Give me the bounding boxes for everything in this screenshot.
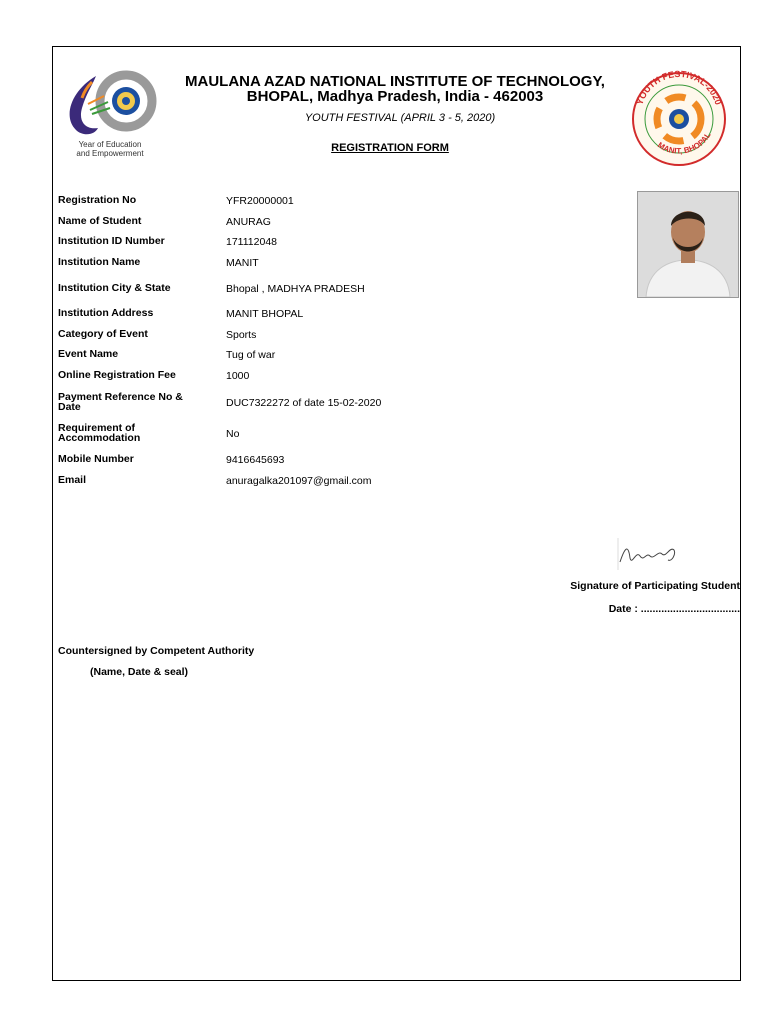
value-registration-no: YFR20000001: [226, 195, 294, 207]
institute-title: [175, 74, 615, 104]
value-event-name: Tug of war: [226, 349, 276, 361]
label-email: Email: [58, 474, 87, 486]
value-institution-name: MANIT: [226, 257, 259, 269]
value-accommodation: No: [226, 428, 240, 440]
value-event-category: Sports: [226, 329, 257, 341]
value-student-name: ANURAG: [226, 216, 271, 228]
value-registration-fee: 1000: [226, 370, 250, 382]
value-payment-reference: DUC7322272 of date 15-02-2020: [226, 397, 382, 409]
signature-label: Signature of Participating Student: [570, 580, 740, 592]
label-mobile-number: Mobile Number: [58, 453, 134, 465]
festival-logo-bottom-text: MANIT, BHOPAL: [656, 130, 713, 156]
label-event-category: Category of Event: [58, 328, 148, 340]
label-institution-city-state: Institution City & State: [58, 282, 171, 294]
label-registration-no: Registration No: [58, 194, 137, 206]
page-border: [52, 46, 741, 981]
form-title: REGISTRATION FORM: [331, 142, 449, 154]
label-registration-fee: Online Registration Fee: [58, 369, 176, 381]
festival-logo-top-text: YOUTH FESTIVAL-2020: [634, 70, 724, 107]
label-event-name: Event Name: [58, 348, 119, 360]
institute-location: BHOPAL, Madhya Pradesh, India - 462003: [246, 88, 544, 105]
institute-name: MAULANA AZAD NATIONAL INSTITUTE OF TECHNOLOGY,: [185, 73, 605, 90]
festival-subtitle: YOUTH FESTIVAL (APRIL 3 - 5, 2020): [304, 112, 496, 124]
label-student-name: Name of Student: [58, 215, 142, 227]
label-institution-address: Institution Address: [58, 307, 154, 319]
label-institution-id: Institution ID Number: [58, 235, 165, 247]
label-institution-name: Institution Name: [58, 256, 141, 268]
value-institution-id: 171112048: [226, 236, 277, 248]
student-photo: [637, 191, 739, 298]
caption-line-1: Year of Education: [78, 140, 142, 149]
label-accommodation: Requirement of Accommodation: [58, 422, 141, 444]
student-signature: [612, 532, 692, 572]
value-email: anuragalka201097@gmail.com: [226, 475, 372, 487]
value-institution-address: MANIT BHOPAL: [226, 308, 304, 320]
countersigned-label: Countersigned by Competent Authority: [58, 645, 255, 657]
date-label: Date : ..................................: [608, 603, 740, 615]
caption-line-2: and Empowerment: [76, 149, 144, 158]
value-mobile-number: 9416645693: [226, 454, 285, 466]
label-payment-reference: Payment Reference No & Date: [58, 391, 183, 413]
value-institution-city-state: Bhopal , MADHYA PRADESH: [226, 283, 365, 295]
youth-festival-logo: [624, 70, 734, 168]
left-logo-caption: [64, 140, 156, 158]
student-photo-image: [638, 192, 738, 297]
countersigned-sub: (Name, Date & seal): [90, 666, 189, 678]
